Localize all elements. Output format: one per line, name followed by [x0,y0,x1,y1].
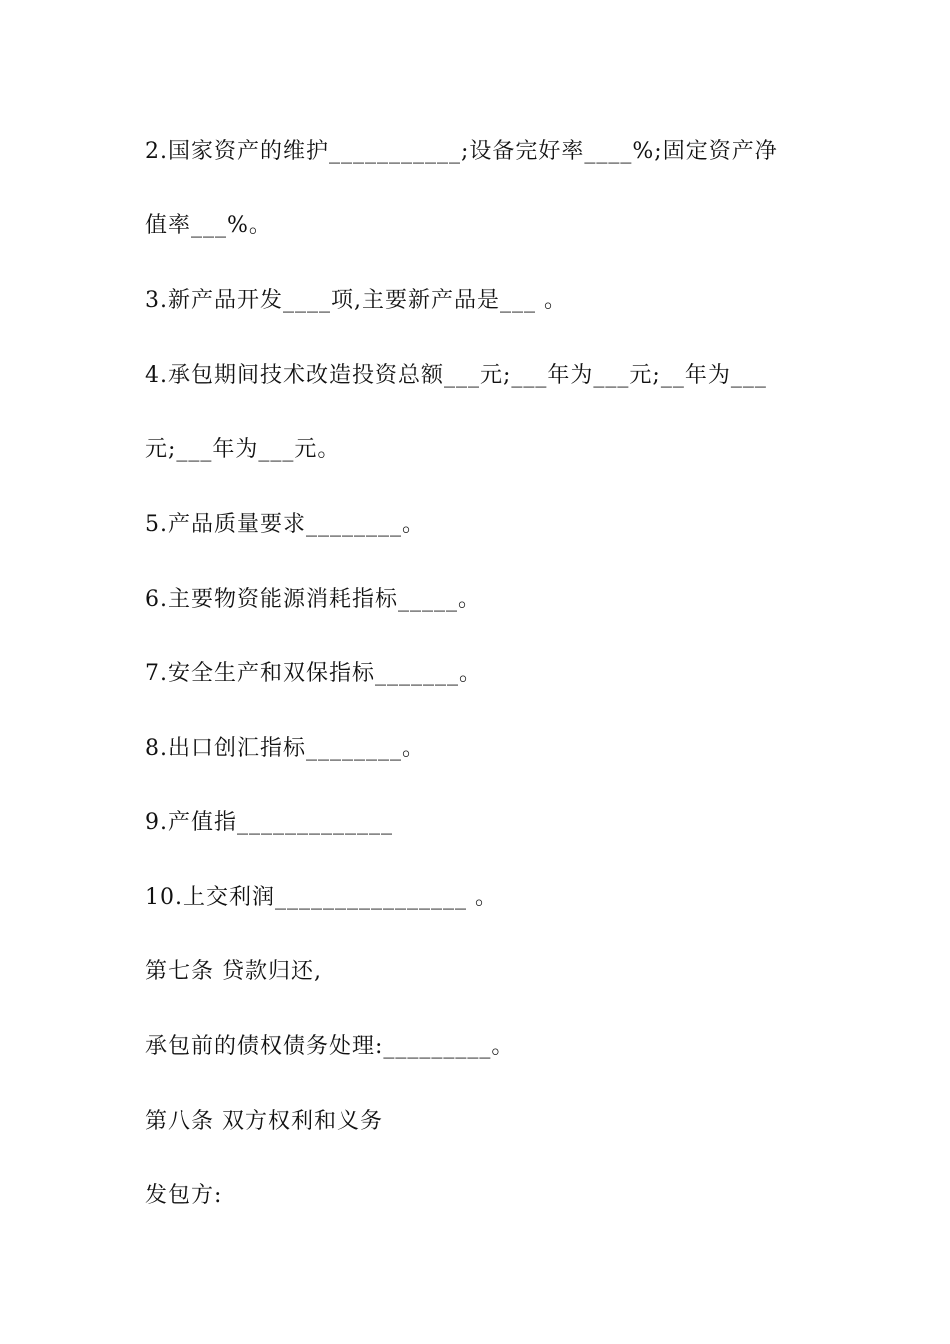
item-2-line-1: 2.国家资产的维护___________;设备完好率____%;固定资产净 [145,139,778,164]
contractor-party-label: 发包方: [145,1183,223,1208]
item-3-line: 3.新产品开发____项,主要新产品是___ 。 [145,288,567,313]
item-9-line: 9.产值指_____________ [145,810,393,835]
item-2-line-2: 值率___%。 [145,213,272,238]
item-4-line-1: 4.承包期间技术改造投资总额___元;___年为___元;__年为___ [145,363,767,388]
item-7-line: 7.安全生产和双保指标_______。 [145,661,482,686]
article-8-heading: 第八条 双方权利和义务 [145,1109,383,1134]
item-6-line: 6.主要物资能源消耗指标_____。 [145,587,481,612]
item-10-line: 10.上交利润________________ 。 [145,885,498,910]
debt-handling-line: 承包前的债权债务处理:_________。 [145,1034,515,1059]
article-7-heading: 第七条 贷款归还, [145,959,322,984]
item-8-line: 8.出口创汇指标________。 [145,736,425,761]
item-5-line: 5.产品质量要求________。 [145,512,425,537]
item-4-line-2: 元;___年为___元。 [145,437,341,462]
